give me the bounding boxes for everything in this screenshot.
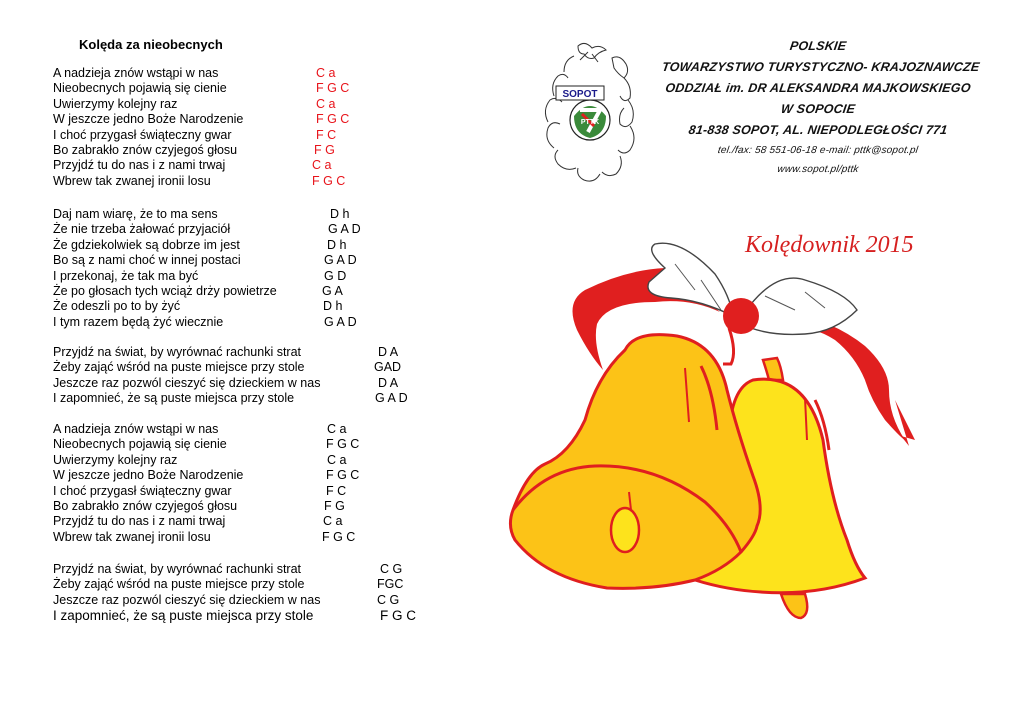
chord-label: F G C — [316, 112, 350, 127]
chord-label: F G C — [326, 468, 360, 483]
lyric-text: Że odeszli po to by żyć — [53, 299, 181, 314]
chord-label: C a — [316, 66, 336, 80]
lyric-text: Nieobecnych pojawią się cienie — [53, 437, 227, 452]
chord-label: C a — [327, 452, 347, 467]
chord-label: D A — [378, 345, 399, 359]
chord-label: F G C — [322, 529, 356, 544]
organization-line: ODDZIAŁ im. DR ALEKSANDRA MAJKOWSKIEGO — [664, 81, 972, 95]
bow-left-loop — [648, 243, 733, 316]
chord-label: G A D — [324, 253, 357, 268]
christmas-bells-illustration — [505, 240, 945, 630]
chord-label: C G — [377, 592, 400, 607]
lyric-text: Przyjdź tu do nas i z nami trwaj — [53, 514, 226, 529]
chord-label: F G — [324, 498, 345, 513]
organization-line: 81-838 SOPOT, AL. NIEPODLEGŁOŚCI 771 — [687, 123, 949, 137]
chord-label: G D — [324, 268, 347, 283]
lyric-text: W jeszcze jedno Boże Narodzenie — [53, 112, 244, 127]
chord-label: F G C — [312, 173, 346, 188]
pttk-sopot-logo — [540, 38, 652, 188]
lyric-text: Że gdziekolwiek są dobrze im jest — [53, 237, 240, 252]
chord-label: FGC — [377, 577, 404, 592]
chord-label: G A — [322, 283, 343, 298]
bell-left — [510, 335, 760, 589]
lyric-text: I zapomnieć, że są puste miejsca przy stole — [53, 391, 295, 406]
chord-label: G A D — [324, 314, 357, 329]
chord-label: D h — [327, 237, 347, 252]
organization-line: www.sopot.pl/pttk — [776, 164, 860, 175]
chord-label: C a — [323, 514, 343, 529]
lyric-text: I choć przygasł świąteczny gwar — [53, 127, 232, 142]
lyric-text: Przyjdź na świat, by wyrównać rachunki strat — [53, 562, 302, 576]
lyric-text: Wbrew tak zwanej ironii losu — [53, 529, 211, 544]
lyric-text: A nadzieja znów wstąpi w nas — [53, 422, 219, 436]
chord-label: C a — [316, 96, 336, 111]
chord-label: F C — [316, 127, 337, 142]
lyric-text: Żeby zająć wśród na puste miejsce przy stole — [53, 360, 305, 375]
song-title: Kolęda za nieobecnych — [79, 37, 223, 52]
lyric-text: I tym razem będą żyć wiecznie — [53, 314, 224, 329]
lyric-text: Że po głosach tych wciąż drży powietrze — [53, 283, 277, 298]
lyric-text: Że nie trzeba żałować przyjaciół — [53, 222, 231, 237]
lyric-text: Daj nam wiarę, że to ma sens — [53, 207, 218, 221]
chord-label: F G C — [326, 437, 360, 452]
chord-label: F G C — [316, 81, 350, 96]
chord-label: GAD — [374, 360, 402, 375]
lyric-text: Uwierzymy kolejny raz — [53, 452, 178, 467]
lyric-text: W jeszcze jedno Boże Narodzenie — [53, 468, 244, 483]
chord-label: F C — [326, 483, 347, 498]
logo-emblem-text: PTTK — [580, 119, 600, 126]
lyric-text: Jeszcze raz pozwól cieszyć się dzieckiem w nas — [53, 375, 321, 390]
bow-right-loop — [745, 278, 857, 334]
lyric-text: I choć przygasł świąteczny gwar — [53, 483, 232, 498]
lyric-text: Żeby zająć wśród na puste miejsce przy stole — [53, 577, 305, 592]
lyric-text: Przyjdź na świat, by wyrównać rachunki strat — [53, 345, 302, 359]
lyric-text: I przekonaj, że tak ma być — [53, 268, 199, 283]
lyric-text: I zapomnieć, że są puste miejsca przy stole — [53, 608, 314, 624]
chord-label: C a — [327, 422, 347, 436]
lyric-text: Bo są z nami choć w innej postaci — [53, 253, 241, 268]
chord-label: C a — [312, 158, 332, 173]
lyric-text: A nadzieja znów wstąpi w nas — [53, 66, 219, 80]
lyric-text: Wbrew tak zwanej ironii losu — [53, 173, 211, 188]
chord-label: D h — [323, 299, 343, 314]
logo-badge-text: SOPOT — [562, 89, 598, 100]
songbook-title: Kolędownik 2015 — [745, 232, 914, 258]
lyric-text: Przyjdź tu do nas i z nami trwaj — [53, 158, 226, 173]
lyric-text: Bo zabrakło znów czyjegoś głosu — [53, 142, 238, 157]
organization-line: POLSKIE — [788, 39, 848, 53]
chord-label: D h — [330, 207, 350, 221]
chord-label: D A — [378, 375, 399, 390]
chord-label: C G — [380, 562, 403, 576]
organization-line: tel./fax: 58 551-06-18 e-mail: pttk@sopot.pl — [717, 145, 919, 156]
lyric-text: Nieobecnych pojawią się cienie — [53, 81, 227, 96]
lyric-text: Bo zabrakło znów czyjegoś głosu — [53, 498, 238, 513]
organization-line: W SOPOCIE — [780, 102, 857, 116]
lyric-text: Jeszcze raz pozwól cieszyć się dzieckiem w nas — [53, 592, 321, 607]
chord-label: F G C — [380, 608, 416, 624]
chord-label: G A D — [328, 222, 361, 237]
chord-label: F G — [314, 142, 335, 157]
lyric-text: Uwierzymy kolejny raz — [53, 96, 178, 111]
organization-line: TOWARZYSTWO TURYSTYCZNO- KRAJOZNAWCZE — [661, 60, 981, 74]
organization-header — [661, 36, 981, 179]
chord-label: G A D — [375, 391, 408, 406]
